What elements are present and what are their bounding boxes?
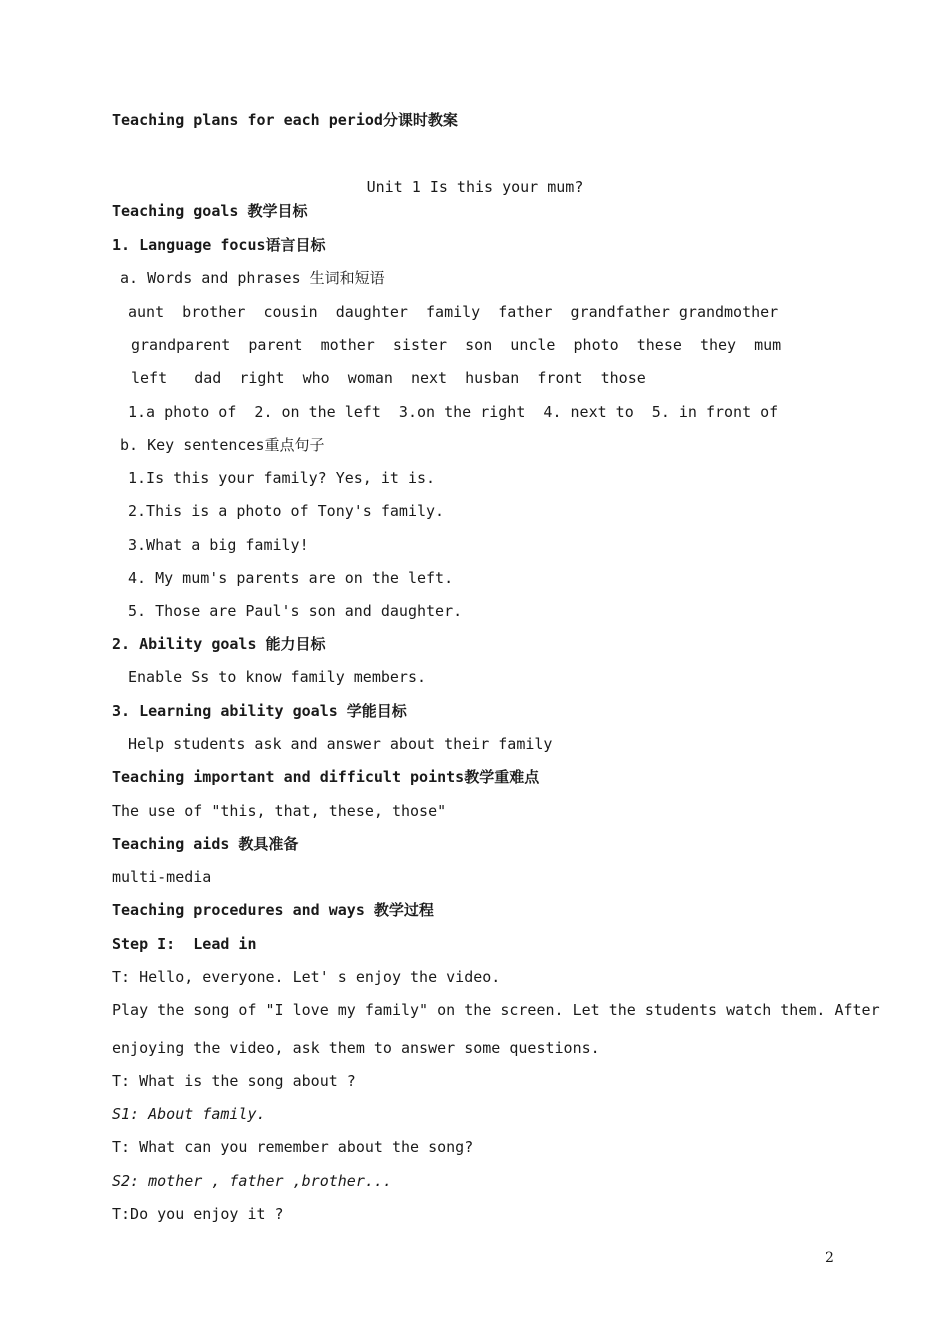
dialogue-line: T:Do you enjoy it ? bbox=[112, 1205, 284, 1223]
words-line: left dad right who woman next husban front those bbox=[131, 369, 646, 387]
words-phrases-heading: a. Words and phrases 生词和短语 bbox=[120, 269, 385, 287]
words-line: grandparent parent mother sister son uncle photo these they mum bbox=[131, 336, 782, 354]
key-sentence: 1.Is this your family? Yes, it is. bbox=[128, 469, 436, 487]
dialogue-line: T: What can you remember about the song? bbox=[112, 1138, 474, 1156]
ability-goals-heading: 2. Ability goals 能力目标 bbox=[112, 635, 326, 653]
step-heading: Step I: Lead in bbox=[112, 935, 257, 953]
document-header: Teaching plans for each period分课时教案 bbox=[112, 111, 458, 129]
instruction-line: enjoying the video, ask them to answer some questions. bbox=[112, 1039, 600, 1057]
page-number: 2 bbox=[825, 1250, 834, 1266]
teaching-aids-text: multi-media bbox=[112, 868, 212, 886]
language-focus-heading: 1. Language focus语言目标 bbox=[112, 236, 326, 254]
instruction-line: Play the song of "I love my family" on the screen. Let the students watch them. After bbox=[112, 1001, 880, 1019]
key-sentence: 3.What a big family! bbox=[128, 536, 309, 554]
learning-ability-text: Help students ask and answer about their family bbox=[128, 735, 553, 753]
learning-ability-heading: 3. Learning ability goals 学能目标 bbox=[112, 702, 407, 720]
unit-title: Unit 1 Is this your mum? bbox=[366, 178, 584, 196]
student-answer: S1: About family. bbox=[112, 1105, 266, 1123]
important-points-text: The use of "this, that, these, those" bbox=[112, 802, 447, 820]
teaching-goals-heading: Teaching goals 教学目标 bbox=[112, 202, 308, 220]
important-points-heading: Teaching important and difficult points教学重难点 bbox=[112, 768, 540, 786]
key-sentence: 5. Those are Paul's son and daughter. bbox=[128, 602, 463, 620]
ability-goals-text: Enable Ss to know family members. bbox=[128, 668, 427, 686]
teaching-aids-heading: Teaching aids 教具准备 bbox=[112, 835, 299, 853]
key-sentence: 2.This is a photo of Tony's family. bbox=[128, 502, 445, 520]
procedures-heading: Teaching procedures and ways 教学过程 bbox=[112, 901, 434, 919]
dialogue-line: T: What is the song about ? bbox=[112, 1072, 356, 1090]
key-sentences-heading: b. Key sentences重点句子 bbox=[120, 436, 325, 454]
student-answer: S2: mother , father ,brother... bbox=[112, 1172, 392, 1190]
dialogue-line: T: Hello, everyone. Let' s enjoy the video. bbox=[112, 968, 501, 986]
phrases-line: 1.a photo of 2. on the left 3.on the right 4. next to 5. in front of bbox=[128, 403, 779, 421]
words-line: aunt brother cousin daughter family father grandfather grandmother bbox=[128, 303, 779, 321]
key-sentence: 4. My mum's parents are on the left. bbox=[128, 569, 454, 587]
